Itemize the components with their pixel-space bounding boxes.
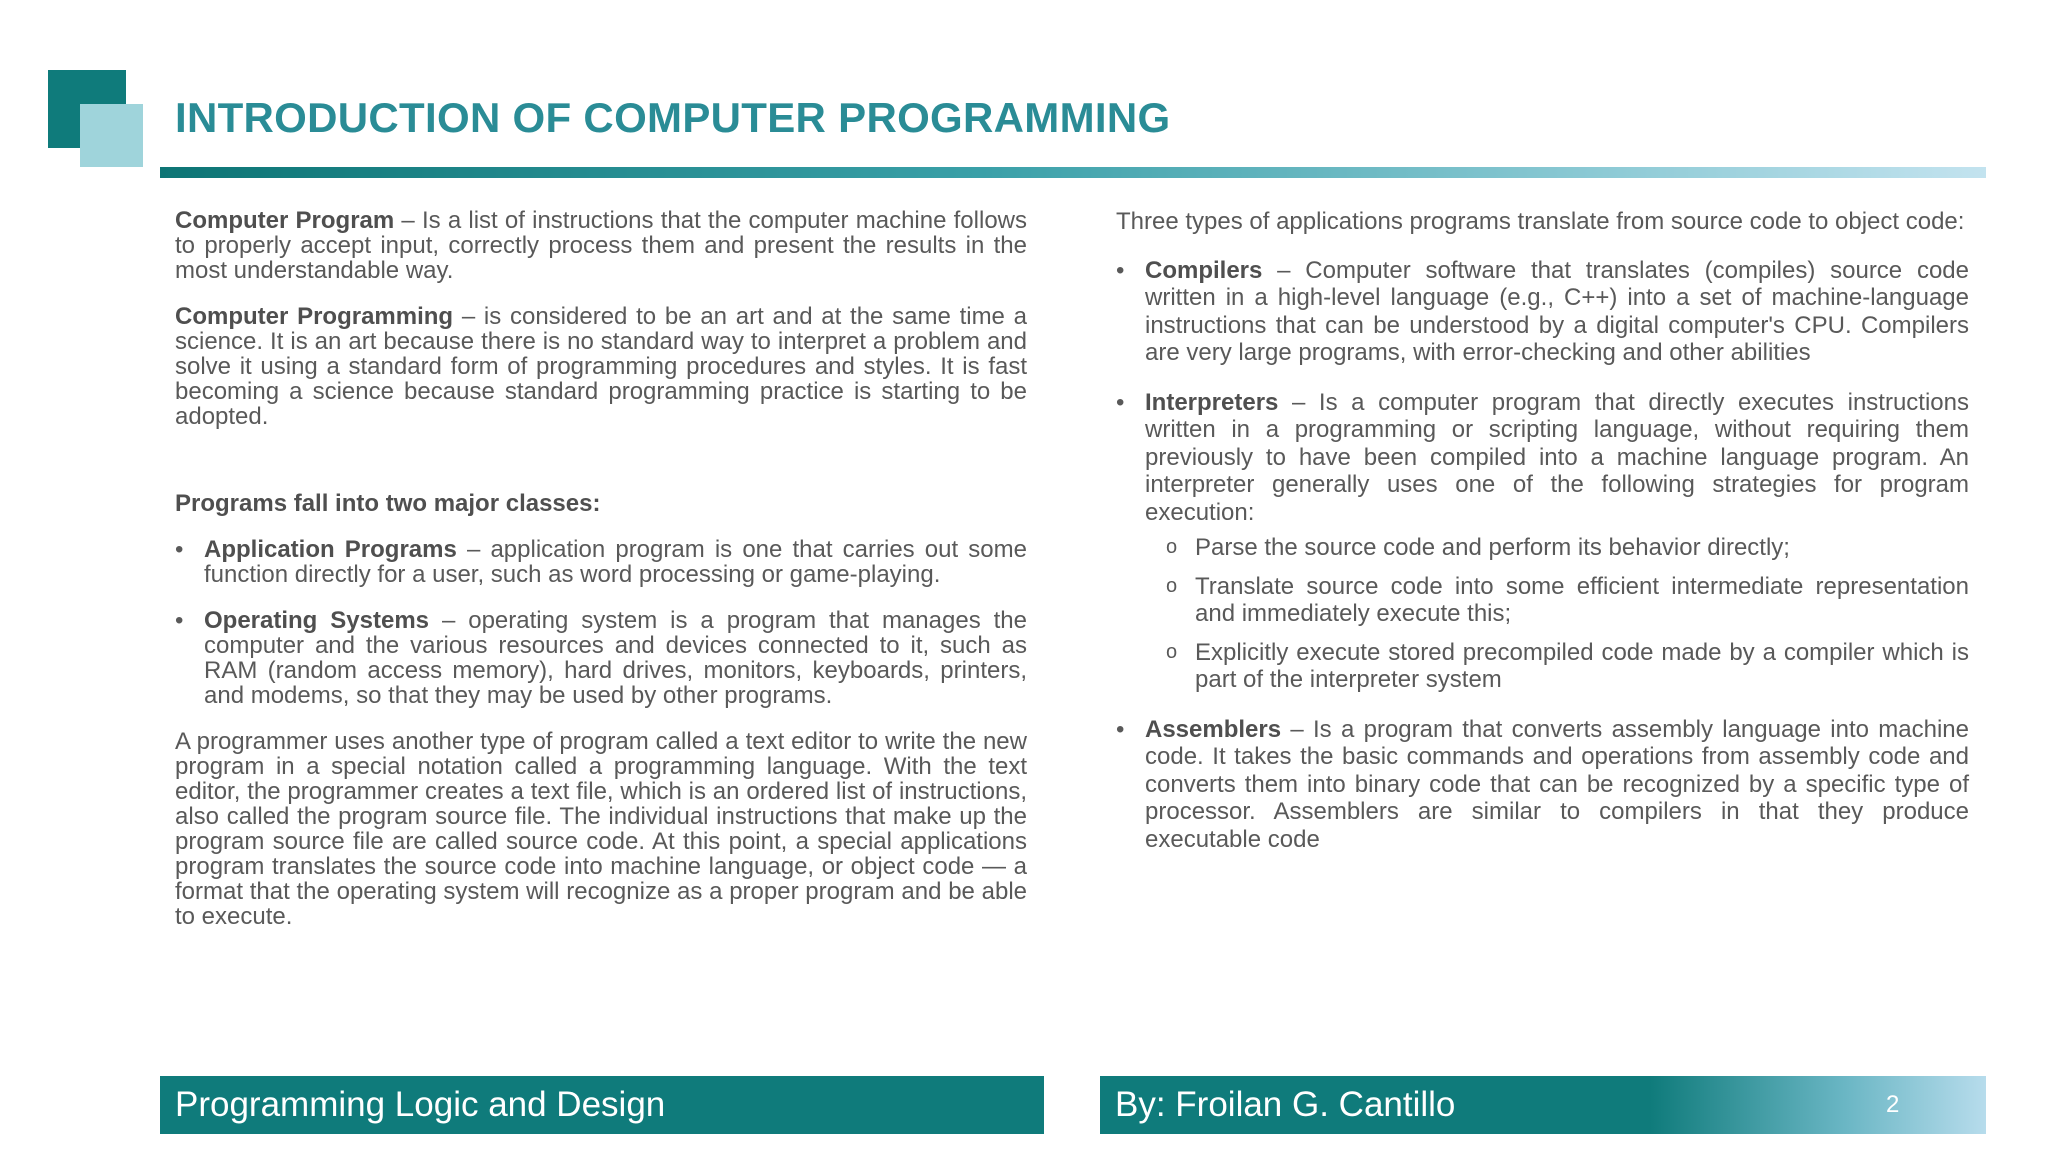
computer-programming-text: – is considered to be an art and at the same time a science. It is an art because there is no standard way to interpret a problem and solve it using a standard form of programming procedures and styles. It is fast becoming a science because standard programming practice is starting to be adopted. <box>175 303 1027 430</box>
computer-programming-definition <box>175 304 1027 429</box>
operating-systems-text: – operating system is a program that manages the computer and the various resources and devices connected to it, such as RAM (random access memory), hard drives, monitors, keyboards, printers, and modems, so that they may be used by other programs. <box>204 607 1027 709</box>
application-programs-term: Application Programs <box>204 536 457 563</box>
assemblers-term: Assemblers <box>1145 715 1282 743</box>
bullet-dot: • <box>1116 256 1125 284</box>
circle-bullet-icon: o <box>1166 574 1178 597</box>
decorative-square-light <box>80 104 143 167</box>
bullet-dot: • <box>1116 388 1125 416</box>
computer-program-definition <box>175 208 1027 283</box>
footer-course-title: Programming Logic and Design <box>160 1076 1044 1134</box>
page-number: 2 <box>1886 1091 1900 1118</box>
footer-author: By: Froilan G. Cantillo <box>1100 1076 1986 1134</box>
interpreters-term: Interpreters <box>1145 388 1279 416</box>
bullet-interpreters <box>1116 389 1969 527</box>
bullet-application-programs <box>175 537 1027 587</box>
bullet-assemblers <box>1116 716 1969 854</box>
strategy-text: Parse the source code and perform its behavior directly; <box>1195 534 1790 561</box>
right-column <box>1116 208 1969 875</box>
programmer-paragraph: A programmer uses another type of program called a text editor to write the new program in a special notation called a programming language. With the text editor, the programmer creates a text file, which is an ordered list of instructions, also called the program source file. The individual instructions that make up the program source file are called source code. At this point, a special applications program translates the source code into machine language, or object code — a format that the operating system will recognize as a proper program and be able to execute. <box>175 728 1027 930</box>
strategy-text: Explicitly execute stored precompiled code made by a compiler which is part of the interpreter system <box>1195 638 1969 693</box>
bullet-dot: • <box>1116 715 1125 743</box>
program-classes-heading: Programs fall into two major classes: <box>175 490 601 517</box>
computer-program-text: – Is a list of instructions that the computer machine follows to properly accept input, correctly process them and present the results in the most understandable way. <box>175 207 1028 284</box>
operating-systems-term: Operating Systems <box>204 607 430 634</box>
assemblers-text: – Is a program that converts assembly language into machine code. It takes the basic commands and operations from assembly code and converts them into binary code that can be recognized by a specific type of processor. Assemblers are similar to compilers in that they produce executable code <box>1145 715 1969 853</box>
computer-program-term: Computer Program <box>175 207 395 234</box>
interpreter-strategies-list <box>1116 534 1969 694</box>
bullet-operating-systems <box>175 608 1027 708</box>
circle-bullet-icon: o <box>1166 640 1178 663</box>
computer-programming-term: Computer Programming <box>175 303 454 330</box>
circle-bullet-icon: o <box>1166 536 1178 558</box>
compilers-text: – Computer software that translates (compiles) source code written in a high-level language (e.g., C++) into a set of machine-language instructions that can be understood by a digital computer's CPU. Compilers are very large programs, with error-checking and other abilities <box>1145 256 1969 366</box>
bullet-compilers <box>1116 257 1969 367</box>
application-programs-text: – application program is one that carries out some function directly for a user, such as word processing or game-playing. <box>204 536 1027 588</box>
title-underline-bar <box>160 167 1986 178</box>
translator-intro: Three types of applications programs translate from source code to object code: <box>1116 208 1965 235</box>
strategy-text: Translate source code into some efficient intermediate representation and immediately execute this; <box>1195 572 1969 627</box>
left-column <box>175 208 1027 929</box>
slide-title: INTRODUCTION OF COMPUTER PROGRAMMING <box>175 94 1171 141</box>
strategy-item <box>1116 573 1969 628</box>
interpreters-text: – Is a computer program that directly executes instructions written in a programming or scripting language, without requiring them previously to have been compiled into a machine language program. An interpreter generally uses one of the following strategies for program execution: <box>1145 388 1969 526</box>
bullet-dot: • <box>175 607 184 634</box>
strategy-item <box>1116 534 1969 562</box>
strategy-item <box>1116 639 1969 694</box>
compilers-term: Compilers <box>1145 256 1263 284</box>
bullet-dot: • <box>175 536 184 563</box>
